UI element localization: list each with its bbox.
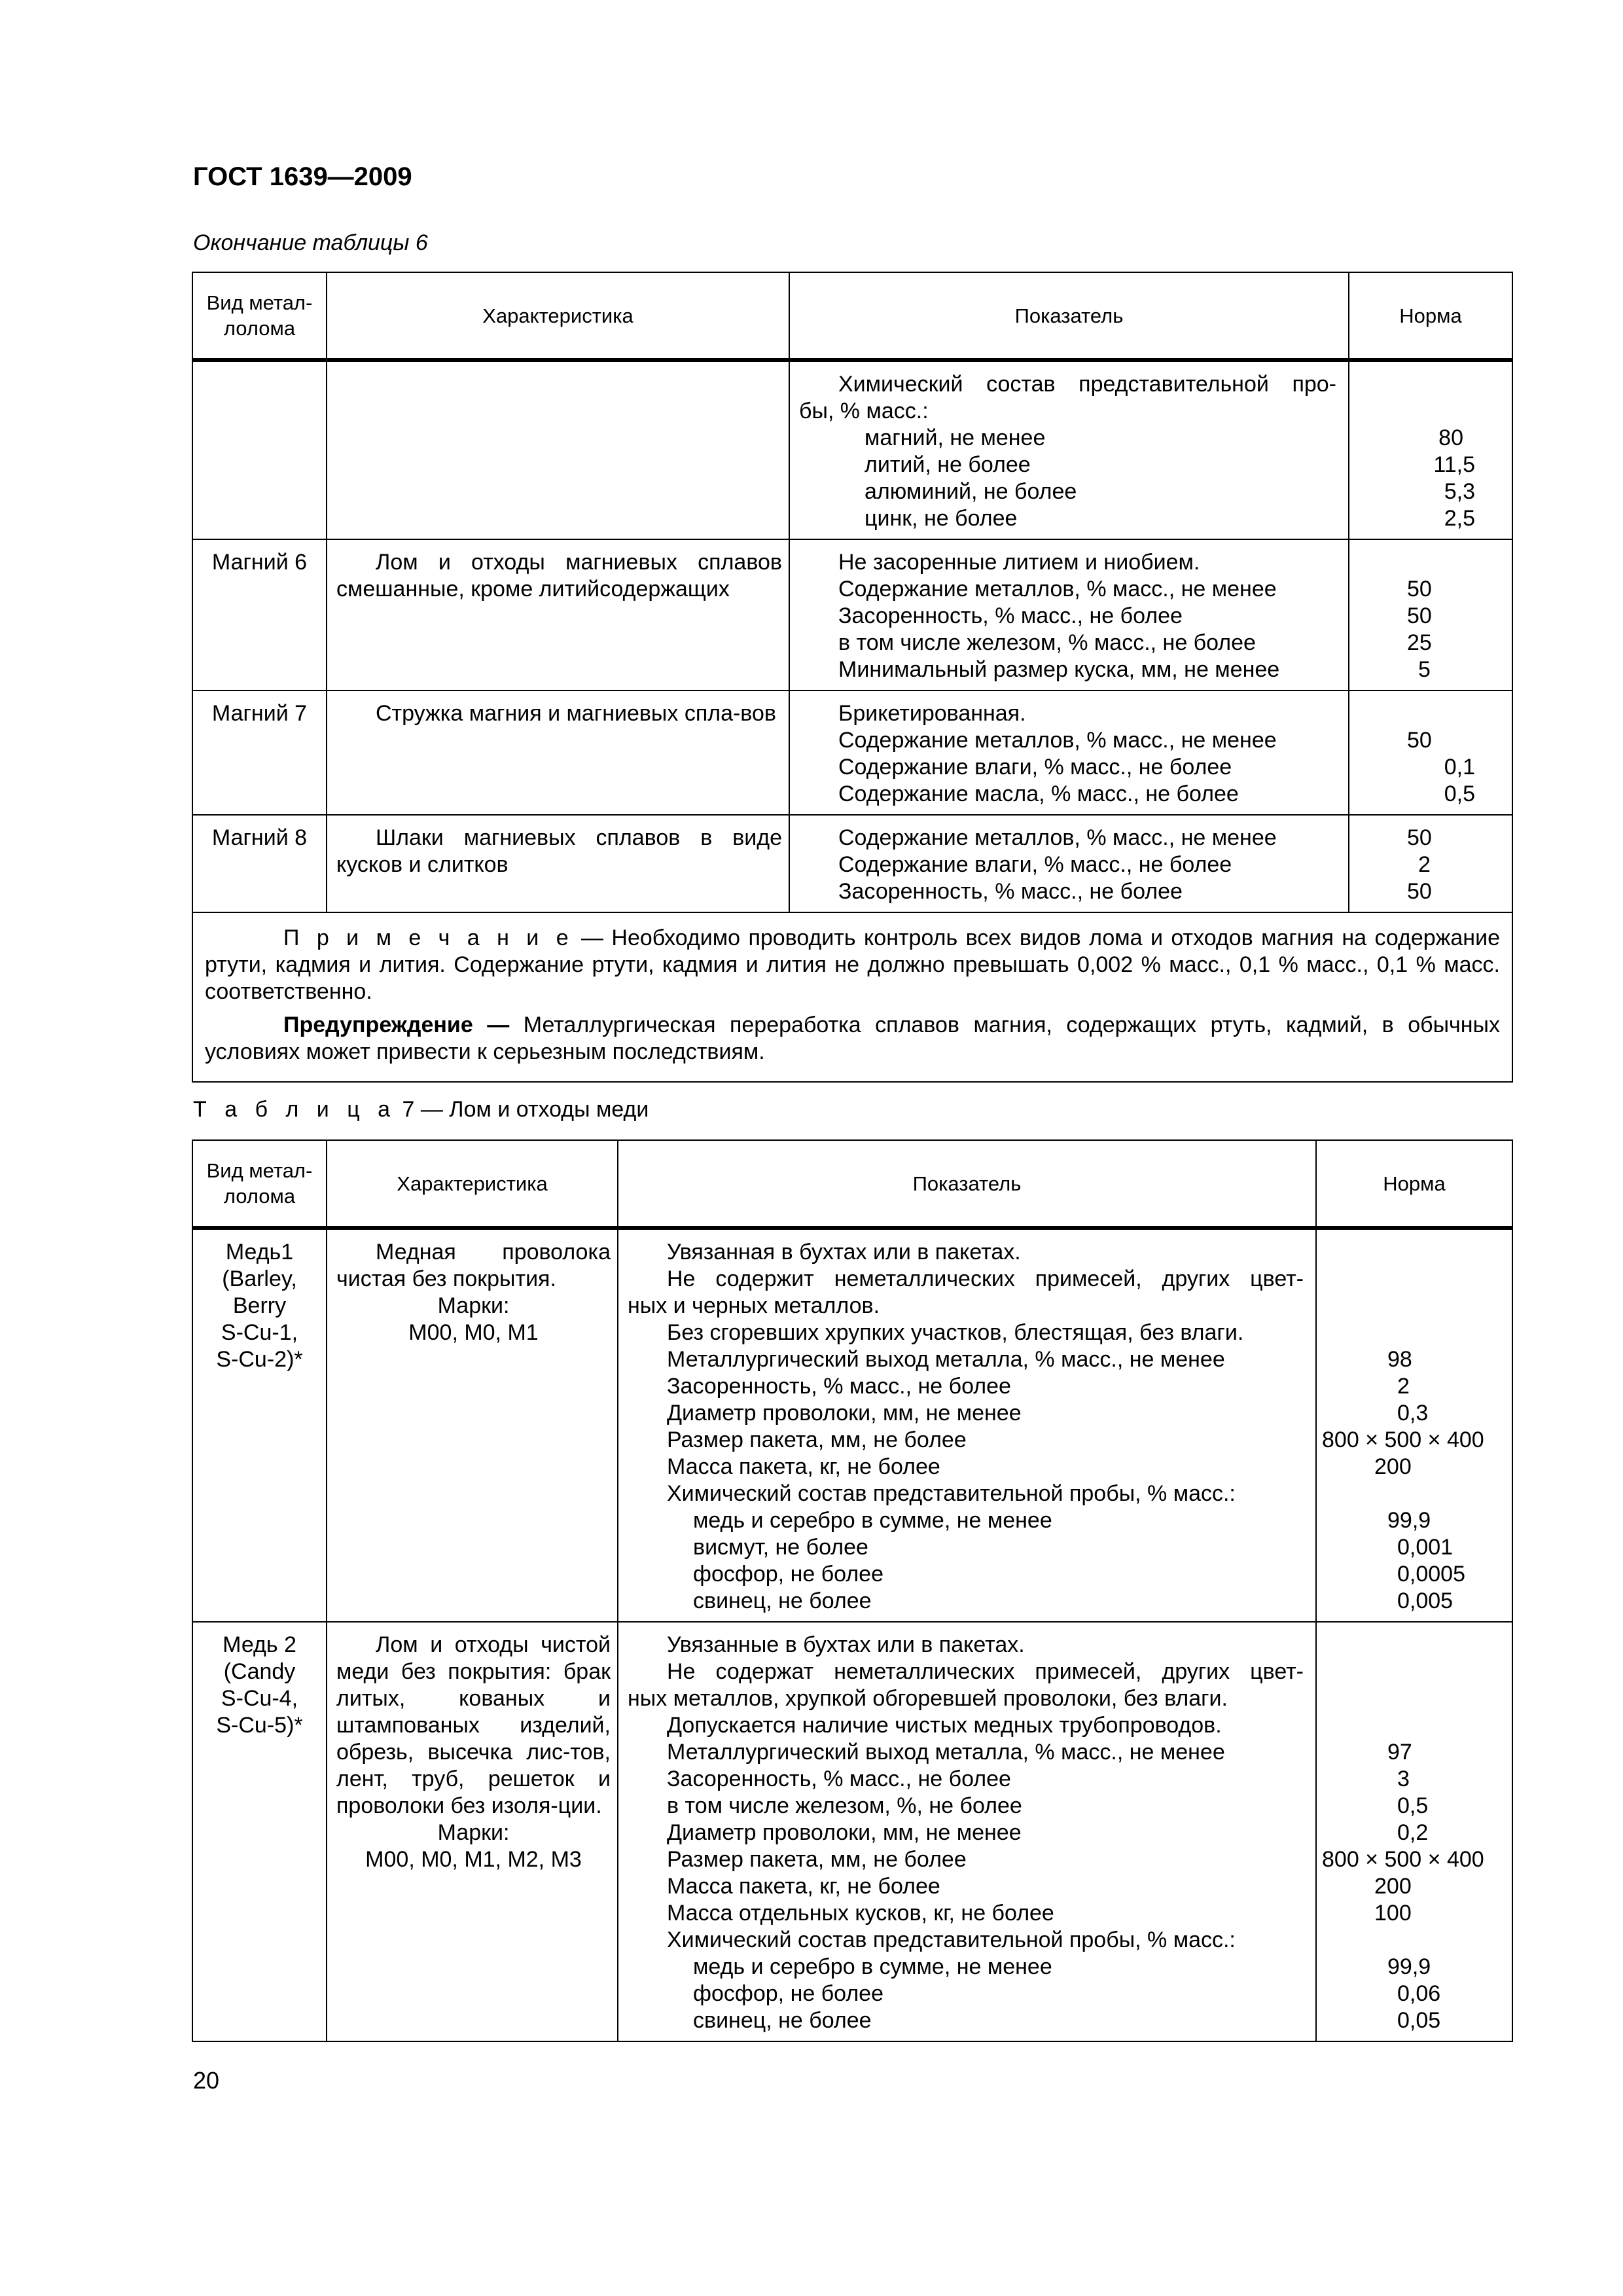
char-text: Лом и отходы чистой меди без покрытия: брак литых, кованых и штампованых изделий, обрезь, высечка лис-тов, лент, труб, решеток и проволоки без изоля-ции. <box>336 1632 611 1818</box>
table-row <box>192 1228 1512 1622</box>
ind-line: фосфор, не более <box>693 1562 883 1587</box>
ind-cell <box>618 1622 1316 2041</box>
table-row <box>192 815 1512 912</box>
ind-line: Содержание металлов, % масс., не менее <box>838 825 1277 850</box>
norm-value: 25 <box>1407 630 1432 655</box>
ind-line: Химический состав представительной пробы, % масс.: <box>667 1481 1236 1506</box>
kind-line: (Barley, <box>222 1266 297 1291</box>
char-text: Шлаки магниевых сплавов в виде кусков и слитков <box>336 825 782 877</box>
kind-cell <box>192 1622 327 2041</box>
ind-line: Засоренность, % масс., не более <box>838 603 1183 628</box>
char-cell <box>327 691 789 815</box>
warning-paragraph <box>205 1012 1500 1066</box>
col-ind-header: Показатель <box>618 1140 1316 1228</box>
norm-value: 98 <box>1387 1347 1412 1372</box>
col-kind-header <box>192 272 327 360</box>
kind-line: Berry <box>232 1293 287 1318</box>
ind-line: Диаметр проволоки, мм, не менее <box>667 1401 1022 1426</box>
marks-value: М00, М0, М1 <box>408 1320 539 1345</box>
table-row <box>192 1622 1512 2041</box>
ind-line: литий, не более <box>865 452 1031 477</box>
col-norm-header: Норма <box>1316 1140 1512 1228</box>
ind-line: Металлургический выход металла, % масс., не менее <box>667 1347 1225 1372</box>
ind-line: свинец, не более <box>693 2008 872 2033</box>
kind-line: (Candy <box>223 1659 296 1684</box>
col-ind-header: Показатель <box>789 272 1349 360</box>
norm-value: 99,9 <box>1387 1954 1431 1979</box>
ind-line: Не содержит неметаллических примесей, других цвет- <box>667 1266 1304 1291</box>
norm-cell <box>1349 691 1512 815</box>
norm-value: 0,3 <box>1397 1401 1429 1426</box>
norm-value: 2 <box>1397 1374 1410 1399</box>
table7-caption-text: 7 — Лом и отходы меди <box>396 1097 649 1122</box>
ind-line: фосфор, не более <box>693 1981 883 2006</box>
marks-label: Марки: <box>437 1293 510 1318</box>
norm-value: 200 <box>1374 1874 1412 1899</box>
norm-value: 0,001 <box>1397 1535 1454 1560</box>
norm-value: 0,05 <box>1397 2008 1441 2033</box>
ind-line: Размер пакета, мм, не более <box>667 1847 967 1872</box>
kind-cell: Магний 6 <box>192 539 327 691</box>
col-kind-header-line1: Вид метал- <box>206 291 313 314</box>
table6 <box>192 272 1513 1083</box>
note-text: — Необходимо проводить контроль всех видов лома и отходов магния на содержание ртути, кадмия и лития. Содержание ртути, кадмия и лития не должно превышать 0,002 % масс., 0,1 % масс., 0,1 % масс. соответственно. <box>205 925 1500 1004</box>
table-row <box>192 691 1512 815</box>
ind-line: медь и серебро в сумме, не менее <box>693 1508 1052 1533</box>
ind-line: Содержание масла, % масс., не более <box>838 781 1239 806</box>
ind-line: бы, % масс.: <box>799 399 929 423</box>
ind-line: алюминий, не более <box>865 479 1077 504</box>
ind-line: свинец, не более <box>693 1588 872 1613</box>
col-kind-header-line2: лолома <box>223 1185 296 1208</box>
ind-line: Увязанная в бухтах или в пакетах. <box>667 1240 1021 1265</box>
ind-line: Увязанные в бухтах или в пакетах. <box>667 1632 1025 1657</box>
ind-line: Металлургический выход металла, % масс., не менее <box>667 1740 1225 1765</box>
ind-line: Размер пакета, мм, не более <box>667 1427 967 1452</box>
warning-label: Предупреждение — <box>283 1013 510 1037</box>
warning-text: Металлургическая переработка сплавов магния, содержащих ртуть, кадмий, в обычных условиях может привести к серьезным последствиям. <box>205 1013 1500 1064</box>
norm-cell <box>1349 539 1512 691</box>
ind-line: медь и серебро в сумме, не менее <box>693 1954 1052 1979</box>
ind-line: магний, не менее <box>865 425 1046 450</box>
ind-line: Содержание влаги, % масс., не более <box>838 755 1232 780</box>
char-cell <box>327 815 789 912</box>
norm-value: 200 <box>1374 1454 1412 1479</box>
table-row <box>192 360 1512 539</box>
kind-line: S-Cu-4, <box>221 1686 298 1711</box>
col-norm-header: Норма <box>1349 272 1512 360</box>
norm-value: 97 <box>1387 1740 1412 1765</box>
norm-value: 80 <box>1438 425 1463 450</box>
marks-value: М00, М0, М1, М2, М3 <box>365 1847 582 1872</box>
ind-line: ных и черных металлов. <box>628 1293 880 1318</box>
ind-line: Содержание влаги, % масс., не более <box>838 852 1232 877</box>
norm-value: 2,5 <box>1444 506 1475 531</box>
col-kind-header-line1: Вид метал- <box>206 1159 313 1182</box>
ind-line: Без сгоревших хрупких участков, блестящая, без влаги. <box>667 1320 1244 1345</box>
norm-cell <box>1349 360 1512 539</box>
ind-line: Содержание металлов, % масс., не менее <box>838 728 1277 753</box>
norm-value: 50 <box>1407 603 1432 628</box>
ind-line: Не содержат неметаллических примесей, других цвет- <box>667 1659 1304 1684</box>
col-char-header: Характеристика <box>327 272 789 360</box>
document-header: ГОСТ 1639—2009 <box>193 162 412 191</box>
kind-line: S-Cu-5)* <box>216 1713 303 1738</box>
ind-cell <box>618 1228 1316 1622</box>
ind-cell <box>789 539 1349 691</box>
ind-line: Брикетированная. <box>838 701 1026 726</box>
ind-line: Масса пакета, кг, не более <box>667 1454 940 1479</box>
char-cell <box>327 539 789 691</box>
norm-value: 0,5 <box>1444 781 1475 806</box>
norm-value: 0,0005 <box>1397 1562 1465 1587</box>
char-cell <box>327 1228 618 1622</box>
norm-value: 800 × 500 × 400 <box>1322 1427 1484 1452</box>
char-cell <box>327 360 789 539</box>
ind-line: Масса отдельных кусков, кг, не более <box>667 1901 1054 1926</box>
ind-line: Минимальный размер куска, мм, не менее <box>838 657 1280 682</box>
norm-value: 0,2 <box>1397 1820 1429 1845</box>
kind-line: Медь1 <box>225 1240 294 1265</box>
char-cell <box>327 1622 618 2041</box>
ind-cell <box>789 815 1349 912</box>
table6-caption: Окончание таблицы 6 <box>193 230 428 255</box>
col-char-header: Характеристика <box>327 1140 618 1228</box>
table7-caption <box>193 1097 649 1122</box>
ind-line: Диаметр проволоки, мм, не менее <box>667 1820 1022 1845</box>
note-label: П р и м е ч а н и е <box>283 925 573 950</box>
note-paragraph <box>205 925 1500 1005</box>
ind-line: Масса пакета, кг, не более <box>667 1874 940 1899</box>
norm-value: 5 <box>1418 657 1431 682</box>
norm-value: 5,3 <box>1444 479 1475 504</box>
norm-value: 2 <box>1418 852 1431 877</box>
kind-line: Медь 2 <box>223 1632 296 1657</box>
char-text: Лом и отходы магниевых сплавов смешанные, кроме литийсодержащих <box>336 550 782 601</box>
kind-cell: Магний 8 <box>192 815 327 912</box>
ind-line: в том числе железом, %, не более <box>667 1793 1022 1818</box>
norm-cell <box>1349 815 1512 912</box>
table6-note-row <box>192 912 1512 1082</box>
char-text: Медная проволока чистая без покрытия. <box>336 1240 611 1291</box>
norm-value: 0,1 <box>1444 755 1475 780</box>
kind-cell: Магний 7 <box>192 691 327 815</box>
norm-value: 100 <box>1374 1901 1412 1926</box>
norm-value: 0,06 <box>1397 1981 1441 2006</box>
ind-line: Допускается наличие чистых медных трубопроводов. <box>667 1713 1222 1738</box>
ind-cell <box>789 691 1349 815</box>
table-row <box>192 539 1512 691</box>
norm-value: 50 <box>1407 825 1432 850</box>
norm-value: 11,5 <box>1433 452 1475 477</box>
kind-line: S-Cu-2)* <box>216 1347 303 1372</box>
norm-value: 50 <box>1407 577 1432 601</box>
norm-value: 3 <box>1397 1767 1410 1791</box>
table6-header-row <box>192 272 1512 360</box>
ind-line: Содержание металлов, % масс., не менее <box>838 577 1277 601</box>
ind-line: Химический состав представительной пробы, % масс.: <box>667 1928 1236 1952</box>
norm-value: 0,005 <box>1397 1588 1454 1613</box>
col-kind-header-line2: лолома <box>223 317 296 340</box>
page-number: 20 <box>193 2067 220 2094</box>
ind-line: Не засоренные литием и ниобием. <box>838 550 1200 575</box>
norm-cell <box>1316 1622 1512 2041</box>
table7-header-row <box>192 1140 1512 1228</box>
kind-cell <box>192 1228 327 1622</box>
kind-line: S-Cu-1, <box>221 1320 298 1345</box>
ind-line: Засоренность, % масс., не более <box>838 879 1183 904</box>
table7 <box>192 1139 1513 2042</box>
ind-line: Химический состав представительной про- <box>838 372 1336 397</box>
ind-line: ных металлов, хрупкой обгоревшей проволоки, без влаги. <box>628 1686 1228 1711</box>
norm-cell <box>1316 1228 1512 1622</box>
col-kind-header <box>192 1140 327 1228</box>
ind-line: Засоренность, % масс., не более <box>667 1767 1011 1791</box>
char-text: Стружка магния и магниевых спла-вов <box>376 701 776 726</box>
ind-line: висмут, не более <box>693 1535 868 1560</box>
norm-value: 50 <box>1407 879 1432 904</box>
norm-value: 50 <box>1407 728 1432 753</box>
ind-line: в том числе железом, % масс., не более <box>838 630 1256 655</box>
ind-line: цинк, не более <box>865 506 1018 531</box>
ind-line: Засоренность, % масс., не более <box>667 1374 1011 1399</box>
ind-cell <box>789 360 1349 539</box>
note-cell <box>192 912 1512 1082</box>
norm-value: 0,5 <box>1397 1793 1429 1818</box>
table7-caption-label: Т а б л и ц а <box>193 1097 397 1122</box>
kind-cell <box>192 360 327 539</box>
marks-label: Марки: <box>437 1820 510 1845</box>
norm-value: 800 × 500 × 400 <box>1322 1847 1484 1872</box>
norm-value: 99,9 <box>1387 1508 1431 1533</box>
